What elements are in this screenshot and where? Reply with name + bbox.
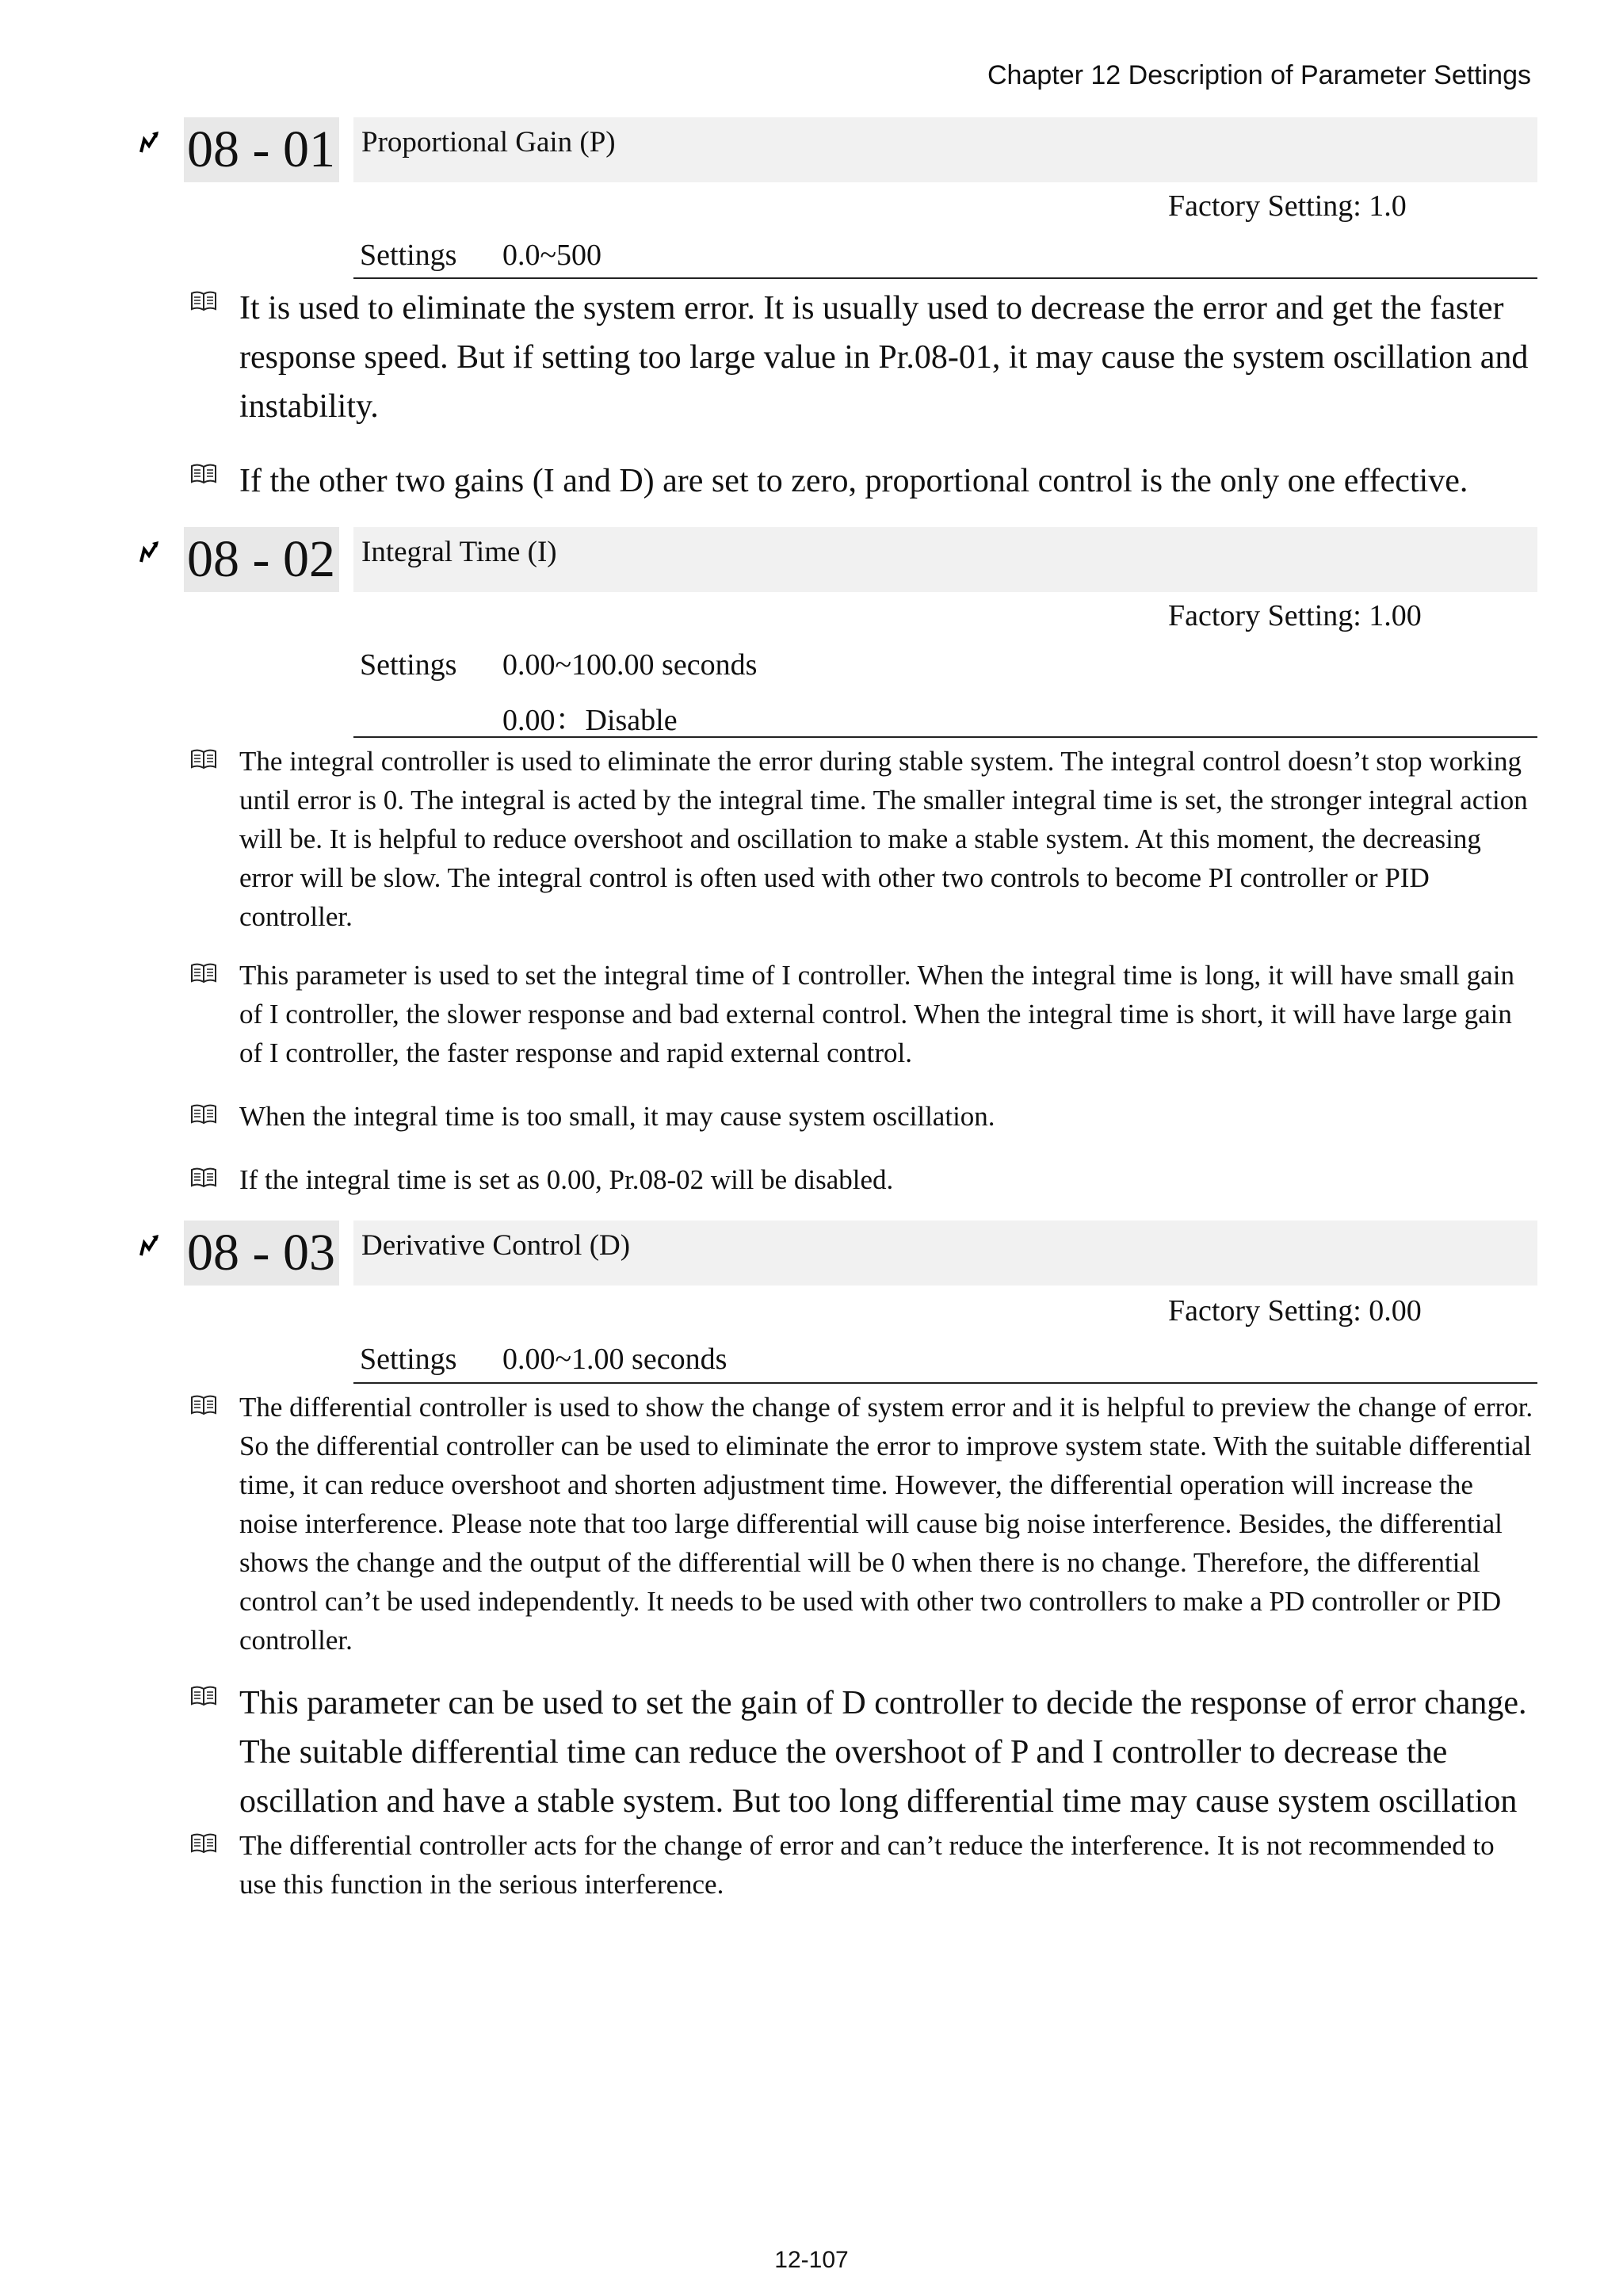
param-title-bar	[353, 1221, 1537, 1286]
note-text: This parameter is used to set the integral time of I controller. When the integral time is long, it will have small gain of I controller, the slower response and bad external control. When the integral time is short, it will have large gain of I controller, the faster response and rapid external control.	[239, 960, 1514, 1068]
settings-value: 0.0~500	[502, 239, 602, 272]
note	[190, 1097, 1537, 1136]
note-text: This parameter can be used to set the gain of D controller to decide the response of error change. The suitable differential time can reduce the overshoot of P and I controller to decrease the oscillation and have a stable system. But too long differential time may cause system oscillation	[239, 1685, 1527, 1820]
book-icon	[190, 1832, 217, 1855]
param-title-bar	[353, 527, 1537, 592]
book-icon	[190, 463, 217, 485]
settings-label: Settings	[360, 239, 457, 272]
note	[190, 742, 1537, 936]
note	[190, 1388, 1537, 1660]
note-text: When the integral time is too small, it may cause system oscillation.	[239, 1101, 995, 1132]
note-text: The differential controller is used to show the change of system error and it is helpful to preview the change of error. So the differential controller can be used to eliminate the error to improve system state. With the suitable differential time, it can reduce overshoot and shorten adjustment time. However, the differential operation will increase the noise interference. Please note that too large differential will cause big noise interference. Besides, the differential shows the change and the output of the differential will be 0 when there is no change. Therefore, the differential control can’t be used independently. It needs to be used with other two controllers to make a PD controller or PID controller.	[239, 1392, 1533, 1656]
chapter-header: Chapter 12 Description of Parameter Settings	[987, 60, 1531, 90]
book-icon	[190, 1167, 217, 1189]
settings-label: Settings	[360, 648, 457, 682]
book-icon	[190, 1103, 217, 1125]
lightning-icon	[135, 538, 163, 567]
note	[190, 1826, 1537, 1904]
lightning-icon	[135, 128, 163, 157]
note-text: It is used to eliminate the system error. It is usually used to decrease the error and get the faster response speed. But if setting too large value in Pr.08-01, it may cause the system oscillation and instability.	[239, 290, 1529, 425]
book-icon	[190, 1394, 217, 1416]
note	[190, 284, 1537, 431]
param-title: Proportional Gain (P)	[361, 126, 616, 159]
param-header	[0, 117, 1623, 182]
note-text: The integral controller is used to eliminate the error during stable system. The integral control doesn’t stop working until error is 0. The integral is acted by the integral time. The smaller integral time is set, the stronger integral action will be. It is helpful to reduce overshoot and oscillation to make a stable system. At this moment, the decreasing error will be slow. The integral control is often used with other two controls to become PI controller or PID controller.	[239, 746, 1528, 932]
book-icon	[190, 962, 217, 984]
param-header	[0, 1221, 1623, 1286]
param-code: 08 - 02	[184, 527, 339, 592]
book-icon	[190, 290, 217, 312]
param-title-bar	[353, 117, 1537, 182]
param-title: Derivative Control (D)	[361, 1229, 631, 1262]
settings-rule	[353, 736, 1537, 738]
lightning-icon	[135, 1232, 163, 1260]
settings-label: Settings	[360, 1343, 457, 1376]
settings-rule	[353, 277, 1537, 279]
page-number: 12-107	[774, 2247, 849, 2273]
book-icon	[190, 748, 217, 770]
note	[190, 1160, 1537, 1199]
note-text: If the other two gains (I and D) are set to zero, proportional control is the only one effective.	[239, 463, 1468, 499]
factory-setting: Factory Setting: 1.00	[1168, 599, 1422, 632]
settings-value: 0.00~1.00 seconds	[502, 1343, 727, 1376]
note-text: If the integral time is set as 0.00, Pr.08-02 will be disabled.	[239, 1164, 894, 1195]
param-code: 08 - 01	[184, 117, 339, 182]
note	[190, 956, 1537, 1072]
settings-rule	[353, 1382, 1537, 1384]
factory-setting: Factory Setting: 1.0	[1168, 189, 1407, 223]
book-icon	[190, 1685, 217, 1707]
param-header	[0, 527, 1623, 592]
settings-value: 0.00：Disable	[502, 704, 678, 737]
note	[190, 1679, 1537, 1826]
param-title: Integral Time (I)	[361, 536, 557, 568]
factory-setting: Factory Setting: 0.00	[1168, 1294, 1422, 1328]
note	[190, 457, 1537, 506]
param-code: 08 - 03	[184, 1221, 339, 1286]
settings-value: 0.00~100.00 seconds	[502, 648, 758, 682]
note-text: The differential controller acts for the change of error and can’t reduce the interference. It is not recommended to use this function in the serious interference.	[239, 1830, 1495, 1900]
